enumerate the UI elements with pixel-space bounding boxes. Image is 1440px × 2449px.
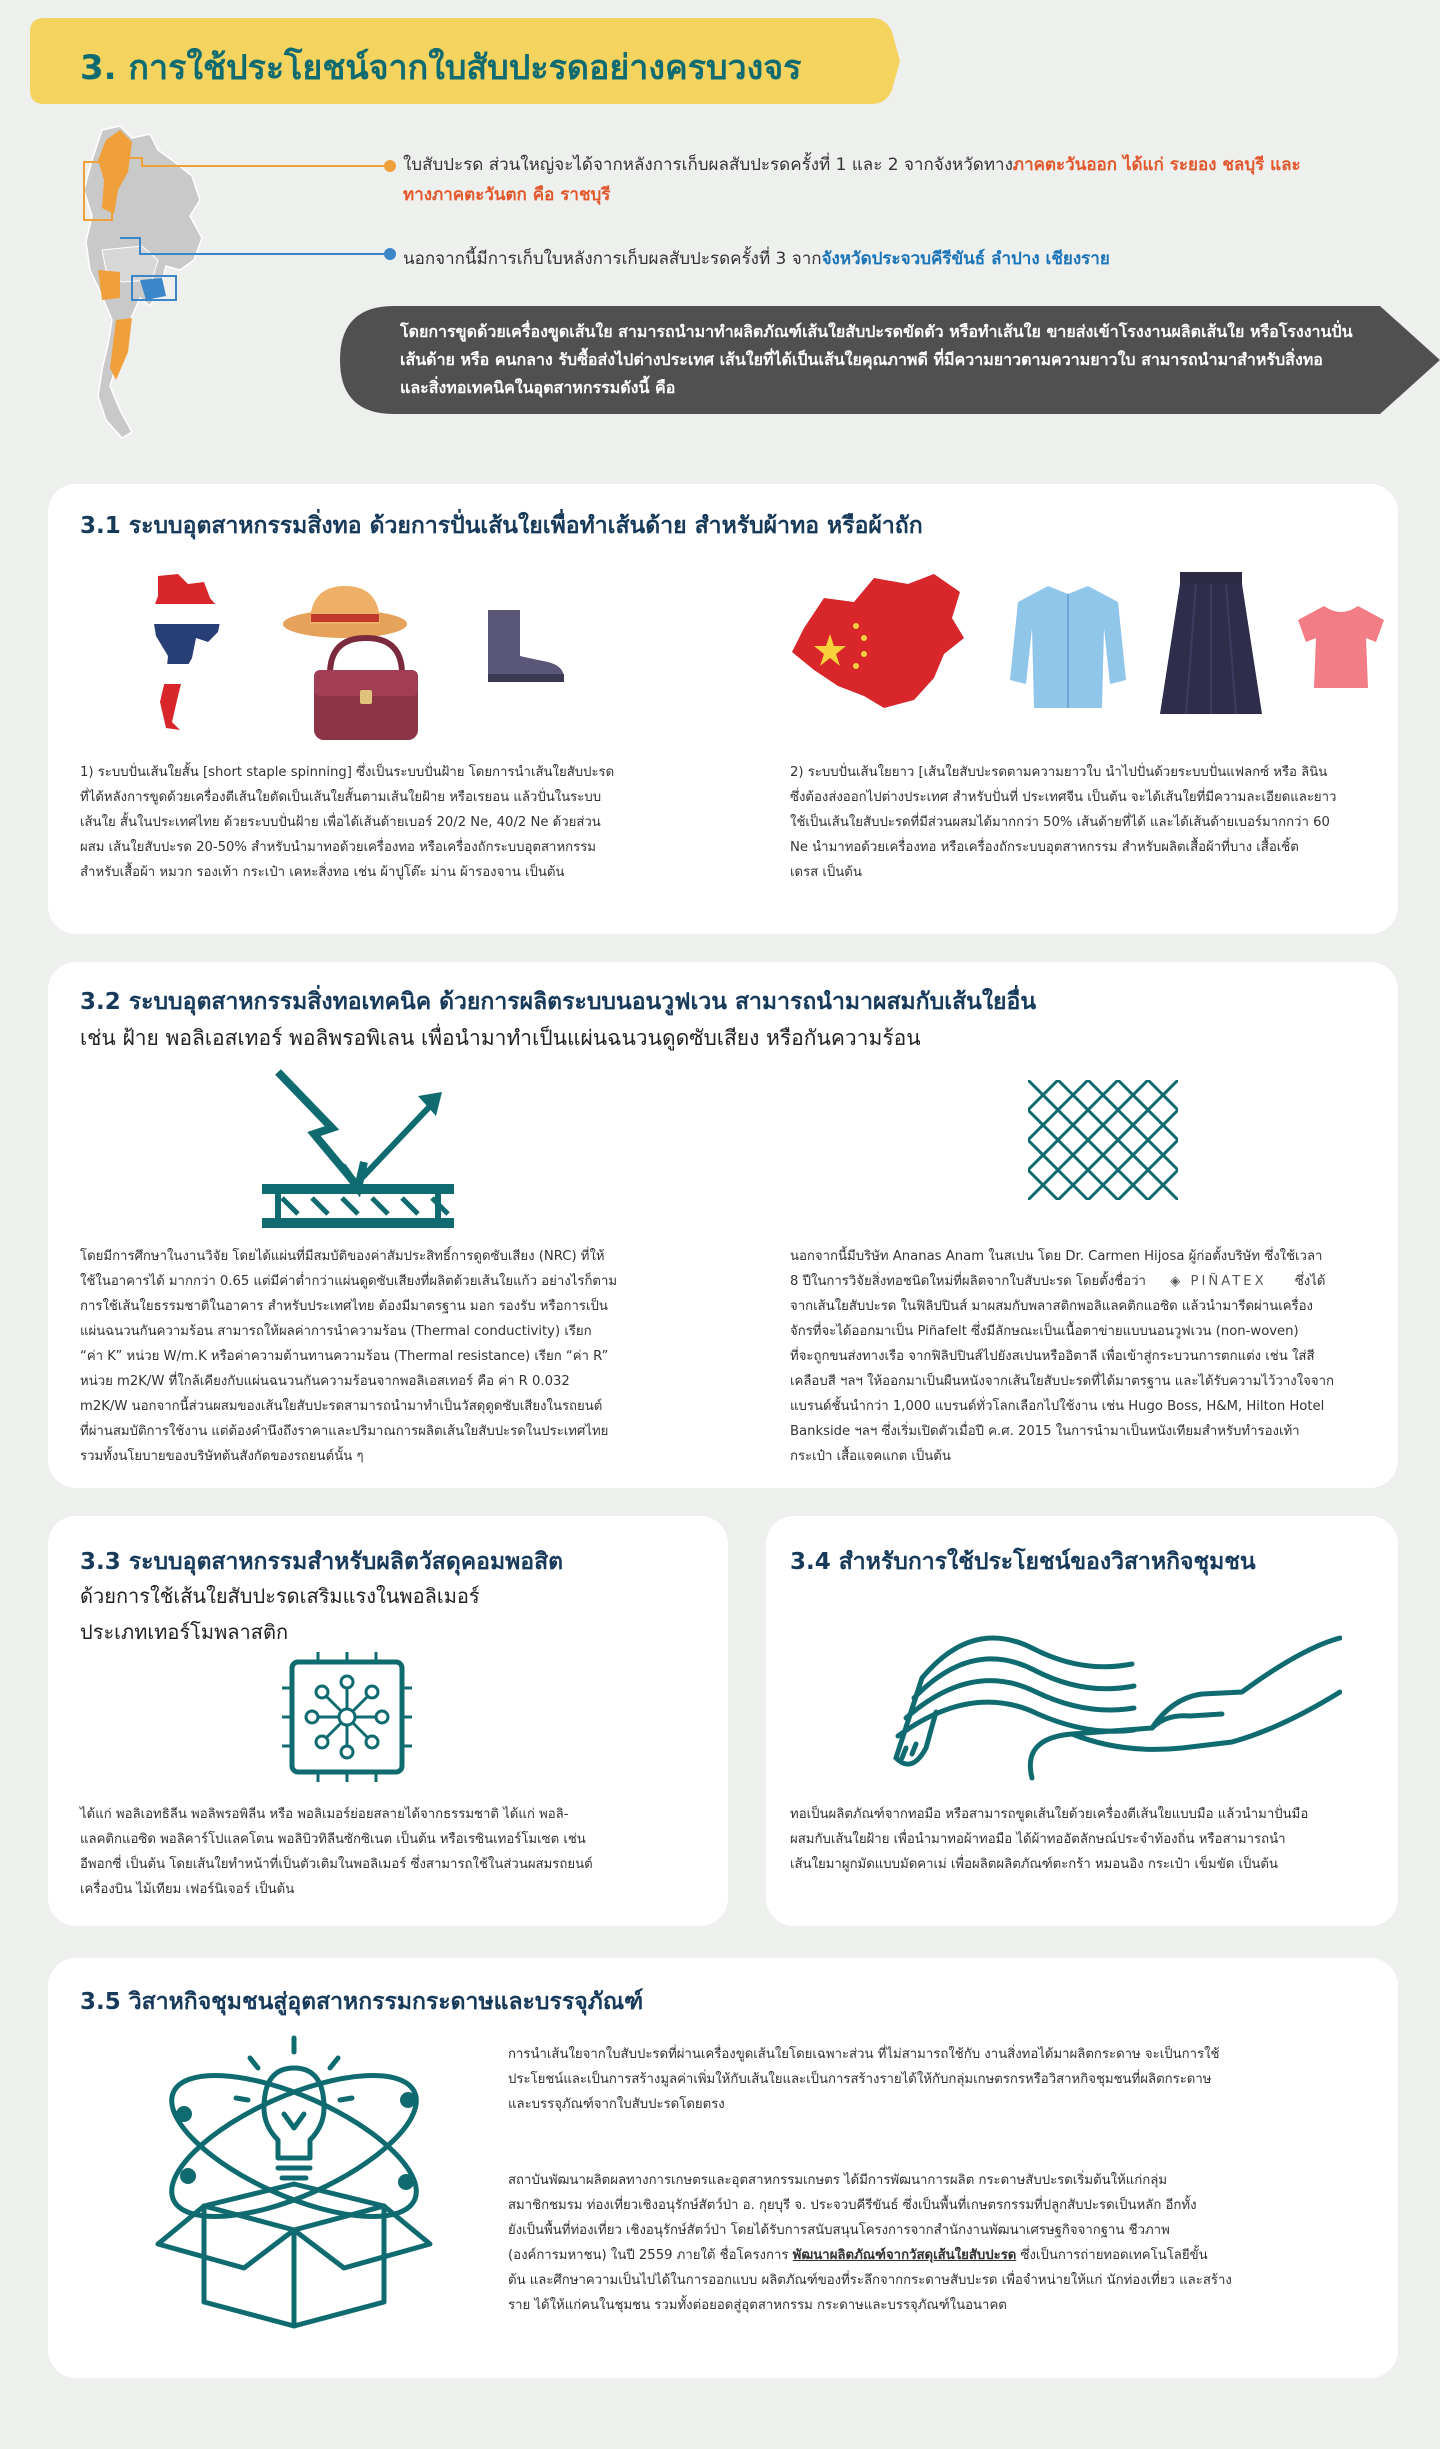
hat-icon [280, 580, 410, 640]
section-3-5-paragraph-2: สถาบันพัฒนาผลิตผลทางการเกษตรและอุตสาหกรรมเกษตร ได้มีการพัฒนาการผลิต กระดาษสับปะรดเริ่มต้นให้แก่กลุ่ม สมาชิกชมรม ท่องเที่ยวเชิงอนุรักษ์สัตว์ป่า อ. กุยบุรี จ. ประจวบคีรีขันธ์ ซึ่งเป็นพื้นที่เกษตรกรรมที่ปลูกสับปะรดเป็นหลัก อีกทั้ง ยังเป็นพื้นที่ท่องเที่ยว เชิงอนุรักษ์สัตว์ป่า โดยได้รับการสนับสนุนโครงการจากสำนักงานพัฒนาเศรษฐกิจจากฐาน ชีวภาพ (องค์การมหาชน) ในปี 2559 ภายใต้ ชื่อโครงการ พัฒนาผลิตภัณฑ์จากวัสดุเส้นใยสับปะรด ซึ่งเป็นการถ่ายทอดเทคโนโลยีขั้น ต้น และศึกษาความเป็นไปได้ในการออกแบบ ผลิตภัณฑ์ของที่ระลึกจากกระดาษสับปะรด เพื่อจำหน่ายให้แก่ นักท่องเที่ยว และสร้าง ราย ได้ให้แก่คนในชุมชน รวมทั้งต่อยอดสู่อุตสาหกรรม กระดาษและบรรจุภัณฑ์ในอนาคต [508, 2173, 1232, 2313]
section-3-4-text: ทอเป็นผลิตภัณฑ์จากทอมือ หรือสามารถขูดเส้นใยด้วยเครื่องตีเส้นใยแบบมือ แล้วนำมาปั่นมือ ผสมกับเส้นใยฝ้าย เพื่อนำมาทอผ้าทอมือ ได้ผ้าทออัตลักษณ์ประจำท้องถิ่น หรือสามารถนำ เส้นใยมาผูกมัดแบบมัดคาเม่ เพื่อผลิตผลิตภัณฑ์ตะกร้า หมอนอิง กระเป๋า เข็มขัด เป็นต้น [790, 1807, 1309, 1872]
section-3-5-title: 3.5 วิสาหกิจชุมชนสู่อุตสาหกรรมกระดาษและบรรจุภัณฑ์ [80, 1989, 644, 2015]
summary-text: โดยการขูดด้วยเครื่องขูดเส้นใย สามารถนำมาทำผลิตภัณฑ์เส้นใยสับปะรดขัดตัว หรือทำเส้นใย ขายส่งเข้าโรงงานผลิตเส้นใย หรือโรงงานปั่น เส้นด้าย หรือ คนกลาง รับซื้อส่งไปต่างประเทศ เส้นใยที่ได้เป็นเส้นใยคุณภาพดี ที่มีความยาวตามความยาวใบ สามารถนำมาสำหรับสิ่งทอ และสิ่งทอเทคนิคในอุตสาหกรรมดังนี้ คือ [400, 322, 1353, 397]
section-3-2-card [48, 962, 1398, 1488]
intro-line-1: ใบสับปะรด ส่วนใหญ่จะได้จากหลังการเก็บผลสับปะรดครั้งที่ 1 และ 2 จากจังหวัดทางภาคตะวันออก ได้แก่ ระยอง ชลบุรี และ ทางภาคตะวันตก คือ ราชบุรี [403, 155, 1301, 205]
pinatex-logo: ◈ PIÑATEX [1170, 1274, 1267, 1289]
composite-network-icon [282, 1652, 412, 1782]
skirt-icon [1156, 568, 1266, 718]
section-3-1-right-text: 2) ระบบปั่นเส้นใยยาว [เส้นใยสับปะรดตามความยาวใบ นำไปปั่นด้วยระบบปั่นแฟลกซ์ หรือ ลินิน ซึ่งต้องส่งออกไปต่างประเทศ สำหรับปั่นที่ ประเทศจีน เป็นต้น จะได้เส้นใยที่มีความละเอียดและยาว ใช้เป็นเส้นใยสับปะรดที่มีส่วนผสมได้มากกว่า 50% เส้นด้ายที่ได้ และได้เส้นด้ายเบอร์มากกว่า 60 Ne นำมาทอด้วยเครื่องทอ หรือเครื่องถักระบบอุตสาหกรรม สำหรับผลิตเสื้อผ้าที่บาง เสื้อเชิ้ต เดรส เป็นต้น [790, 765, 1337, 880]
section-3-2-right-text: นอกจากนี้มีบริษัท Ananas Anam ในสเปน โดย Dr. Carmen Hijosa ผู้ก่อตั้งบริษัท ซึ่งใช้เวลา 8 ปีในการวิจัยสิ่งทอชนิดใหม่ที่ผลิตจากใบสับปะรด โดยตั้งชื่อว่า ◈ PIÑATEX ซึ่งได้ จากเส้นใยสับปะรด ในฟิลิปปินส์ มาผสมกับพลาสติกพอลิแลคติกแอซิด แล้วนำมารีดผ่านเครื่อง จักรที่จะได้ออกมาเป็น Piñafelt ซึ่งมีลักษณะเป็นเนื้อตาข่ายแบบนอนวูฟเวน (non-woven) ที่จะถูกขนส่งทางเรือ จากฟิลิปปินส์ไปยังสเปนหรืออิตาลี เพื่อเข้าสู่กระบวนการตกแต่ง เช่น ใส่สี เคลือบสี ฯลฯ ให้ออกมาเป็นผืนหนังจากเส้นใยสับปะรดที่ได้มาตรฐาน และได้รับความไว้วางใจจาก แบรนด์ชั้นนำกว่า 1,000 แบรนด์ทั่วโลกเลือกไปใช้งาน เช่น Hugo Boss, H&M, Hilton Hotel Bankside ฯลฯ ซึ่งเริ่มเปิดตัวเมื่อปี ค.ศ. 2015 ในการนำมาเป็นหนังเทียมสำหรับทำรองเท้า กระเป๋า เสื้อแจคแกต เป็นต้น [790, 1249, 1334, 1464]
section-3-1-card [48, 484, 1398, 934]
section-3-2-title: 3.2 ระบบอุตสาหกรรมสิ่งทอเทคนิค ด้วยการผลิตระบบนอนวูฟเวน สามารถนำมาผสมกับเส้นใยอื่น [80, 989, 1037, 1015]
section-3-1-title: 3.1 ระบบอุตสาหกรรมสิ่งทอ ด้วยการปั่นเส้นใยเพื่อทำเส้นด้าย สำหรับผ้าทอ หรือผ้าถัก [80, 513, 923, 539]
heat-reflection-insulation-icon [258, 1066, 458, 1234]
section-3-3-subtitle: ด้วยการใช้เส้นใยสับปะรดเสริมแรงในพอลิเมอร์ ประเภทเทอร์โมพลาสติก [80, 1584, 480, 1644]
china-flag-map-icon [784, 568, 974, 718]
handbag-icon [306, 634, 426, 744]
boot-icon [468, 606, 568, 686]
section-3-1-left-text: 1) ระบบปั่นเส้นใยสั้น [short staple spinning] ซึ่งเป็นระบบปั่นฝ้าย โดยการนำเส้นใยสับปะรด ที่ได้หลังการขูดด้วยเครื่องตีเส้นใยตัดเป็นเส้นใยสั้นตามเส้นใยฝ้าย หรือเรยอน แล้วปั่นในระบบ เส้นใย สั้นในประเทศไทย ด้วยระบบปั่นฝ้าย เพื่อได้เส้นด้ายเบอร์ 20/2 Ne, 40/2 Ne ด้วยส่วน ผสม เส้นใยสับปะรด 20-50% สำหรับนำมาทอด้วยเครื่องทอ หรือเครื่องถักระบบอุตสาหกรรม สำหรับเสื้อผ้า หมวก รองเท้า กระเป๋า เคหะสิ่งทอ เช่น ผ้าปูโต๊ะ ม่าน ผ้ารองจาน เป็นต้น [80, 765, 615, 880]
intro-line-2: นอกจากนี้มีการเก็บใบหลังการเก็บผลสับปะรดครั้งที่ 3 จากจังหวัดประจวบคีรีขันธ์ ลำปาง เชียงราย [403, 249, 1110, 269]
hand-weaving-icon [822, 1608, 1342, 1784]
page-title: 3. การใช้ประโยชน์จากใบสับปะรดอย่างครบวงจร [80, 48, 802, 88]
section-3-2-subtitle: เช่น ฝ้าย พอลิเอสเทอร์ พอลิพรอพิเลน เพื่อนำมาทำเป็นแผ่นฉนวนดูดซับเสียง หรือกันความร้อน [80, 1026, 921, 1050]
section-3-5-card [48, 1958, 1398, 2378]
thai-flag-map-icon [138, 572, 228, 732]
section-3-5-paragraph-1: การนำเส้นใยจากใบสับปะรดที่ผ่านเครื่องขูดเส้นใยโดยเฉพาะส่วน ที่ไม่สามารถใช้กับ งานสิ่งทอได้มาผลิตกระดาษ จะเป็นการใช้ ประโยชน์และเป็นการสร้างมูลค่าเพิ่มให้กับเส้นใยและเป็นการสร้างรายได้ให้กับกลุ่มเกษตรกรหรือวิสาหกิจชุมชนที่ผลิตกระดาษ และบรรจุภัณฑ์จากใบสับปะรดโดยตรง [508, 2047, 1220, 2112]
section-3-4-title: 3.4 สำหรับการใช้ประโยชน์ของวิสาหกิจชุมชน [790, 1549, 1256, 1575]
idea-box-icon [144, 2018, 444, 2330]
section-3-3-text: ได้แก่ พอลิเอทธิลีน พอลิพรอพิลีน หรือ พอลิเมอร์ย่อยสลายได้จากธรรมชาติ ได้แก่ พอลิ- แลคติกแอซิด พอลิคาร์โปแลคโตน พอลิบิวทิลีนซักซิเนต เป็นต้น หรือเรซินเทอร์โมเซต เช่น อีพอกซี่ เป็นต้น โดยเส้นใยทำหน้าที่เป็นตัวเติมในพอลิเมอร์ ซึ่งสามารถใช้ในส่วนผสมรถยนต์ เครื่องบิน ไม้เทียม เฟอร์นิเจอร์ เป็นต้น [80, 1807, 593, 1897]
blouse-icon [1296, 602, 1386, 692]
section-3-3-title: 3.3 ระบบอุตสาหกรรมสำหรับผลิตวัสดุคอมพอสิต [80, 1549, 564, 1575]
section-3-4-card [766, 1516, 1398, 1926]
map-connector-lines [110, 150, 400, 280]
section-3-2-left-text: โดยมีการศึกษาในงานวิจัย โดยได้แผ่นที่มีสมบัติของค่าสัมประสิทธิ์การดูดซับเสียง (NRC) ที่ให้ ใช้ในอาคารได้ มากกว่า 0.65 แต่มีค่าต่ำกว่าแผ่นดูดซับเสียงที่ผลิตด้วยเส้นใยแก้ว อย่างไรก็ตาม การใช้เส้นใยธรรมชาติในอาคาร สำหรับประเทศไทย ต้องมีมาตรฐาน มอก รองรับ หรือการเป็น แผ่นฉนวนกันความร้อน สามารถให้ผลค่าการนำความร้อน (Thermal conductivity) เรียก “ค่า K” หน่วย W/m.K หรือค่าความต้านทานความร้อน (Thermal resistance) เรียก “ค่า R” หน่วย m2K/W ที่ใกล้เคียงกับแผ่นฉนวนกันความร้อนจากพอลิเอสเทอร์ คือ ค่า R 0.032 m2K/W นอกจากนี้ส่วนผสมของเส้นใยสับปะรดสามารถนำมาทำเป็นวัสดุดูดซับเสียงในรถยนต์ ที่ผ่านสมบัติการใช้งาน แต่ต้องคำนึงถึงราคาและปริมาณการผลิตเส้นใยสับปะรดในประเทศไทย รวมทั้งนโยบายของบริษัทต้นสังกัดของรถยนต์นั้น ๆ [80, 1249, 618, 1464]
shirt-icon [1008, 580, 1128, 710]
nonwoven-mesh-icon [1028, 1080, 1178, 1200]
section-3-3-card [48, 1516, 728, 1926]
